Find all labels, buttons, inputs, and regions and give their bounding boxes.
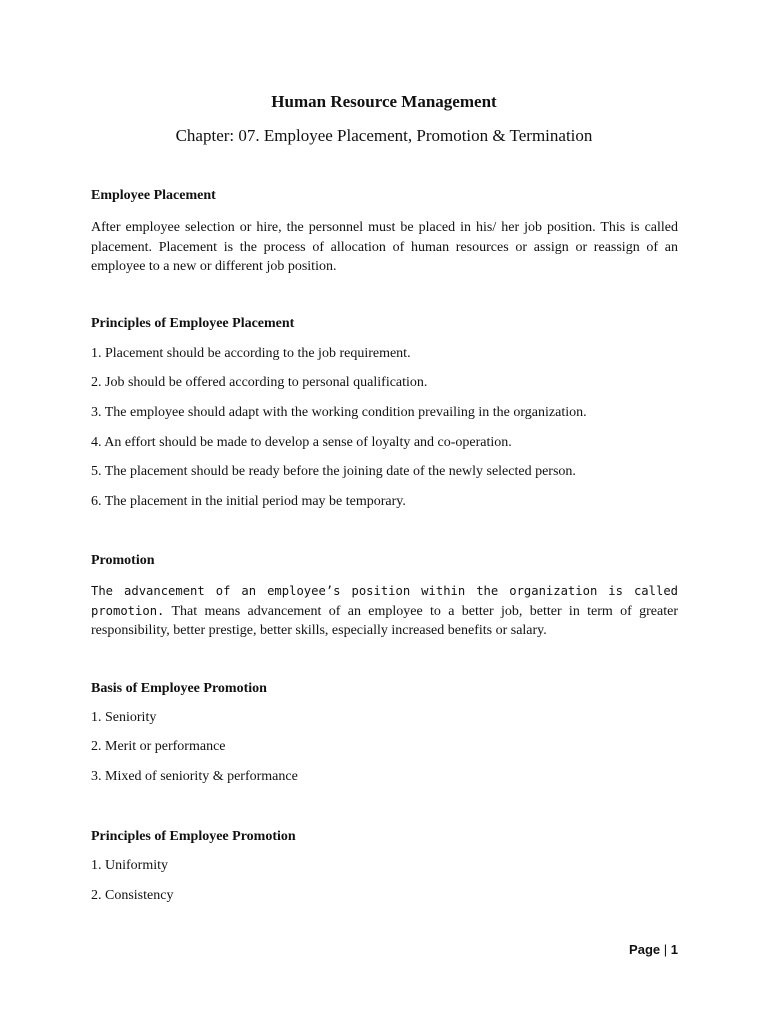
promotion-explanation-text: That means advancement of an employee to a better job, better in term of greater responsibility, better prestige, better skills, especially increased benefits or salary. xyxy=(91,603,678,638)
list-item: 2. Consistency xyxy=(91,888,174,903)
list-item: 1. Placement should be according to the job requirement. xyxy=(91,346,411,361)
list-item: 2. Job should be offered according to personal qualification. xyxy=(91,375,428,390)
list-item: 1. Seniority xyxy=(91,710,157,725)
page-footer xyxy=(629,942,678,957)
section-heading-promotion: Promotion xyxy=(91,553,155,568)
page-separator: | xyxy=(663,942,668,957)
list-item: 4. An effort should be made to develop a sense of loyalty and co-operation. xyxy=(91,435,512,450)
page-number: 1 xyxy=(670,942,678,957)
list-item: 5. The placement should be ready before the joining date of the newly selected person. xyxy=(91,464,576,479)
list-item: 3. The employee should adapt with the working condition prevailing in the organization. xyxy=(91,405,587,420)
placement-paragraph: After employee selection or hire, the personnel must be placed in his/ her job position. This is called placement. Placement is the process of allocation of human resources or assign or reassign of an employee to a new or different job position. xyxy=(91,220,678,274)
list-item: 3. Mixed of seniority & performance xyxy=(91,769,298,784)
document-title: Human Resource Management xyxy=(271,92,497,111)
list-item: 6. The placement in the initial period may be temporary. xyxy=(91,494,406,509)
section-heading-promotion-principles: Principles of Employee Promotion xyxy=(91,829,296,844)
chapter-subtitle: Chapter: 07. Employee Placement, Promotion & Termination xyxy=(175,126,593,145)
section-heading-placement: Employee Placement xyxy=(91,188,216,203)
promotion-definition-text: The advancement of an employee’s position within the organization is called promotion. xyxy=(91,584,678,618)
list-item: 2. Merit or performance xyxy=(91,739,226,754)
list-item: 1. Uniformity xyxy=(91,858,168,873)
page-label: Page xyxy=(629,942,661,957)
section-heading-placement-principles: Principles of Employee Placement xyxy=(91,316,295,331)
section-heading-promotion-basis: Basis of Employee Promotion xyxy=(91,681,267,696)
promotion-paragraph xyxy=(91,582,678,641)
